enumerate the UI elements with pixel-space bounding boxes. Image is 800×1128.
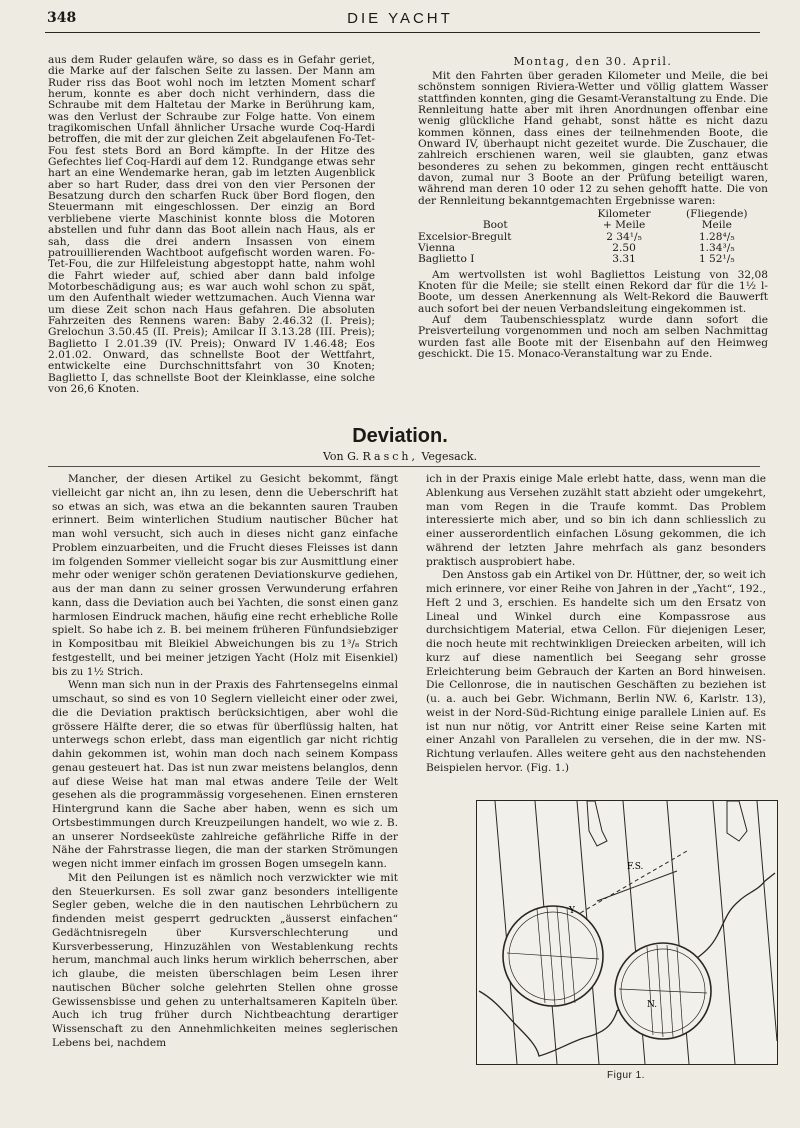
boat-name: Excelsior-Bregult — [418, 230, 512, 243]
article-left-column — [52, 473, 398, 1051]
article-title: Deviation. — [352, 425, 448, 447]
table-row — [418, 254, 758, 265]
paragraph: Den Anstoss gab ein Artikel von Dr. Hüttner, der, so weit ich mich erinnere, vor einer Reihe von Jahren in der „Yacht“, 192., Heft 2 und 3, erschien. Es handelte sich um den Ersatz von Lineal und Winkel durch eine Kompassrose aus durchsichtigem Material, etwa Cellon. Für diejenigen Leser, die noch heute mit rechtwinkligen Dreiecken arbeiten, will ich kurz auf diese namentlich bei Seegang sehr grosse Erleichterung beim Gebrauch der Karten an Bord hinweisen. Die Cellonrose, die in nautischen Geschäften zu beziehen ist (u. a. auch bei Gebr. Wichmann, Berlin NW. 6, Karlstr. 13), weist in der Nord-Süd-Richtung einige parallele Linien auf. Es ist nun nur nötig, vor Antritt einer Reise seine Karten mit einer Anzahl von Parallelen zu versehen, die in der mw. NS-Richtung verlaufen. Alles weitere geht aus den nachstehenden Beispielen hervor. (Fig. 1.) — [426, 569, 766, 774]
date-heading: Montag, den 30. April. — [513, 55, 673, 68]
mile-time: 1.28⁴/₅ — [698, 230, 735, 243]
upper-right-column — [418, 55, 768, 360]
compass-rose-icon — [615, 943, 711, 1039]
compass-rose-icon — [503, 906, 603, 1006]
upper-left-column — [48, 55, 375, 395]
paragraph: Mit den Fahrten über geraden Kilometer und Meile, die bei schönstem sonnigen Riviera-Wetter und völlig glattem Wasser stattfinden konnten, ging die Gesamt-Veranstaltung zu Ende. Die Rennleitung hatte aber mit ihren Anordnungen offenbar eine wenig glückliche Hand gehabt, sonst hätte es nicht dazu kommen können, dass eines der teilnehmenden Boote, die Onward IV, überhaupt nicht gezeitet wurde. Die Zuschauer, die zahlreich erschienen waren, weil sie glaubten, ganz etwas besonderes zu sehen zu bekommen, gingen recht enttäuscht davon, zumal nur 3 Boote an der Prüfung beteiligt waren, während man deren 10 oder 12 zu sehen gehofft hatte. Die von der Rennleitung bekanntgemachten Ergebnisse waren: — [418, 70, 768, 207]
paragraph: ich in der Praxis einige Male erlebt hatte, dass, wenn man die Ablenkung aus Versehen zuzählt statt abzieht oder umgekehrt, man vom Regen in die Traufe kommt. Das Problem interessierte mich aber, und so bin ich dann schliesslich zu einer ausserordentlich einfachen Lösung gekommen, die ich während der letzten Jahre mehrfach als ganz besonders praktisch ausprobiert habe. — [426, 473, 766, 568]
boat-name: Baglietto I — [418, 253, 475, 266]
paragraph: Am wertvollsten ist wohl Bagliettos Leistung von 32,08 Knoten für die Meile; sie stellt einen Rekord dar für die 1½ l-Boote, um dessen Anerkennung als Welt-Rekord die Bauwerft auch sofort bei der neuen Verbandsleitung eingekommen ist. — [418, 268, 768, 315]
col-header-fl: (Fliegende) — [685, 208, 748, 221]
author-place: Vegesack. — [421, 450, 478, 463]
paragraph: Mit den Peilungen ist es nämlich noch verzwickter wie mit den Steuerkursen. Es soll zwar ganz besonders intelligente Segler geben, welche die in den nautischen Lehrbüchern zu findenden meist gesperrt gedruckten „äusserst einfachen“ Gedächtnisregeln über Kursverschlechterung und Kursverbesserung, Hinzuzählen von Westablenkung rechts herum, manchmal auch links herum wirklich beherrschen, aber ich glaube, die meisten überschlagen beim Lesen ihrer nautischen Bücher solche gelehrten Stellen ohne grosse Gewissensbisse und gehen zu unterhaltsameren Kapiteln über. Auch ich trug früher durch Nichtbeachtung derartiger Wissenschaft zu den Annehmlichkeiten meines seglerischen Lebens bei, nachdem — [52, 871, 398, 1049]
author-name: Rasch, — [362, 450, 418, 463]
label-y: Y — [569, 906, 575, 916]
paragraph: Auf dem Taubenschiessplatz wurde dann sofort die Preisverteilung vorgenommen und noch am selben Nachmittag wurden fast alle Boote mit der Eisenbahn auf den Heimweg geschickt. Die 15. Monaco-Veranstaltung war zu Ende. — [418, 313, 768, 361]
mile-time: 1.34³/₅ — [698, 242, 735, 255]
km-time: 3.31 — [612, 253, 636, 266]
col-header-fl-2: Meile — [701, 219, 732, 232]
km-time: 2 34¹/₅ — [606, 230, 642, 243]
caption-text: Figur 1. — [607, 1070, 645, 1081]
paragraph: Wenn man sich nun in der Praxis des Fahrtensegelns einmal umschaut, so sind es von 10 Seglern vielleicht einer oder zwei, die die Deviation praktisch berücksichtigen, aber wohl die grössere Hälfte derer, die so etwas für überflüssig halten, hat unterwegs schon erlebt, dass man eigentlich gar nicht richtig dahin gekommen ist, wohin man doch nach seinem Kompass genau gesteuert hat. Das ist nun zwar meistens belanglos, denn auf diese Weise hat man mal etwas andere Teile der Welt gesehen als die programmässig vorgesehenen. Einen ernsteren Hintergrund kann die Sache aber haben, wenn es sich um Ortsbestimmungen durch Kreuzpeilungen handelt, wo wie z. B. an unserer Nordseeküste zahlreiche gefährliche Riffe in der Nähe der Fahrstrasse liegen, die man der starken Strömungen wegen nicht immer einfach im grossen Bogen umsegeln kann. — [52, 679, 398, 870]
mile-time: 1 52¹/₅ — [698, 253, 735, 266]
figure-1 — [476, 800, 778, 1065]
paragraph: Mancher, der diesen Artikel zu Gesicht bekommt, fängt vielleicht gar nicht an, ihn zu lesen, denn die Ueberschrift hat so etwas an sich, was etwa an die bekannten sauren Trauben erinnert. Beim winterlichen Studium nautischer Bücher hat man wohl versucht, sich auch in dieses nicht ganz einfache Problem einzuarbeiten, und die Frucht dieses Fleisses ist dann im folgenden Sommer vielleicht sogar bis zur Ausmittlung einer mehr oder weniger schön geratenen Deviationskurve gediehen, aus der man dann zu seiner grossen Verwunderung erfahren kann, dass die Deviation auch bei Yachten, die sonst einen ganz harmlosen Eindruck machen, häufig eine recht erhebliche Rolle spielt. So habe ich z. B. bei meinem früheren Fünfundsiebziger in Kompositbau mit Bleikiel Abweichungen bis zu 1³/₈ Strich festgestellt, und bei meiner jetzigen Yacht (Holz mit Eisenkiel) bis zu 1½ Strich. — [52, 473, 398, 678]
col-header-km-2: + Meile — [602, 219, 646, 232]
byline-rule — [48, 466, 760, 467]
header-rule — [45, 32, 760, 33]
page-number: 348 — [47, 10, 77, 26]
chart-compass-illustration — [477, 801, 777, 1064]
col-header-km: Kilometer — [597, 208, 651, 221]
byline-prefix: Von G. — [322, 450, 359, 463]
col-header-boot: Boot — [482, 219, 508, 232]
boat-name: Vienna — [418, 242, 456, 255]
figure-caption — [476, 1070, 776, 1081]
results-table — [418, 209, 758, 265]
paragraph: aus dem Ruder gelaufen wäre, so dass es in Gefahr geriet, die Marke auf der falschen Seite zu lassen. Der Mann am Ruder riss das Boot wohl noch im letzten Moment scharf herum, konnte es aber doch nicht verhindern, dass die Schraube mit dem Haltetau der Marke in Berührung kam, was den Verlust der Schraube zur Folge hatte. Von einem tragikomischen Unfall ähnlicher Ursache wurde Coq-Hardi betroffen, die mit der zur gleichen Zeit abgelaufenen Fo-Tet-Fou fest stets Bord an Bord kämpfte. In der Hitze des Gefechtes lief Coq-Hardi auf dem 12. Rundgange etwas sehr hart an eine Wendemarke heran, gab im letzten Augenblick aber so hart Ruder, dass drei von den vier Personen der Besatzung durch den scharfen Ruck über Bord flogen, den Steuermann mit eingeschlossen. Der einzig an Bord verbliebene vierte Maschinist konnte bloss die Motoren abstellen und fuhr dann das Boot allein nach Haus, als er sah, dass die drei andern Insassen von einem patrouillierenden Wachtboot aufgefischt worden waren. Fo-Tet-Fou, die zur Hilfeleistung abgestoppt hatte, nahm wohl die Fahrt wieder auf, schied aber dann bald infolge Motorbeschädigung aus; es war auch wohl schon zu spät, um den Aufenthalt wieder wettzumachen. Auch Vienna war um diese Zeit schon nach Haus gefahren. Die absoluten Fahrzeiten des Rennens waren: Baby 2.46.32 (I. Preis); Grelochun 3.50.45 (II. Preis); Amilcar II 3.13.28 (III. Preis); Baglietto I 2.01.39 (IV. Preis); Onward IV 1.46.48; Eos 2.01.02. Onward, das schnellste Boot der Wettfahrt, entwickelte eine Durchschnittsfahrt von 30 Knoten; Baglietto I, das schnellste Boot der Kleinklasse, eine solche von 26,6 Knoten. — [48, 54, 375, 395]
label-fs: F.S. — [627, 862, 644, 872]
label-n: N. — [647, 1000, 658, 1010]
running-head: DIE YACHT — [347, 10, 453, 27]
byline — [0, 450, 800, 463]
km-time: 2.50 — [612, 242, 636, 255]
article-right-column — [426, 473, 766, 776]
hand-icon — [587, 801, 747, 846]
